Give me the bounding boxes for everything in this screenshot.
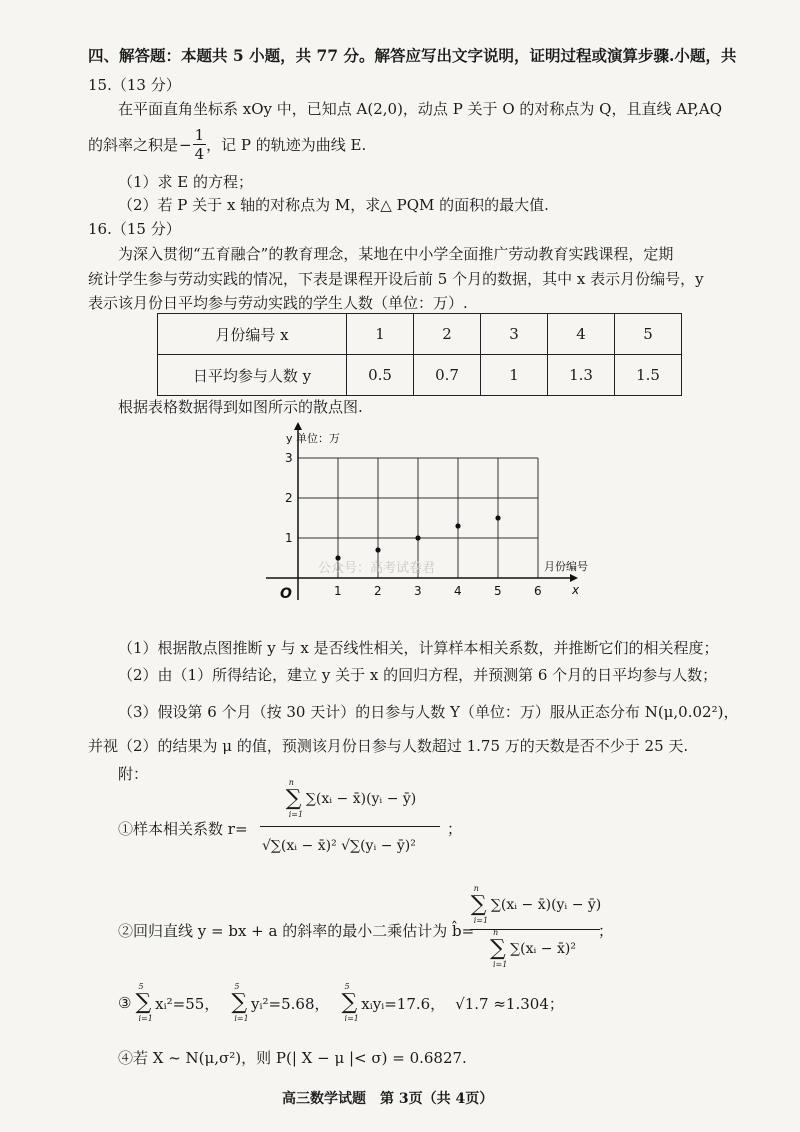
q16-part2: （2）由（1）所得结论，建立 y 关于 x 的回归方程，并预测第 6 个月的日平均参与人数； <box>118 666 718 684</box>
formula3-d: √1.7 ≈1.304； <box>455 994 564 1013</box>
q15-number: 15.（13 分） <box>88 76 181 94</box>
table-row-x <box>158 314 682 355</box>
formula1-label: ①样本相关系数 r= <box>118 820 248 838</box>
watermark: 公众号：高考试卷君 <box>318 561 436 576</box>
sum-symbol: ∑ n i=1 <box>285 778 304 819</box>
formula2-end: ； <box>598 922 614 940</box>
q15-line2-pre: 的斜率之积是 <box>88 136 179 154</box>
x-tick-label: 5 <box>494 584 502 598</box>
formula2-label: ②回归直线 y = bx + a 的斜率的最小二乘估计为 b̂= <box>118 922 475 940</box>
x-tick-label: 2 <box>374 584 382 598</box>
section-heading: 四、解答题：本题共 5 小题，共 77 分。解答应写出文字说明，证明过程或演算步骤.小题，共 <box>88 46 737 65</box>
q16-intro2: 统计学生参与劳动实践的情况，下表是课程开设后前 5 个月的数据，其中 x 表示月份编号，y <box>88 270 704 288</box>
table-cell: 1 <box>347 314 414 355</box>
x-tick-label: 4 <box>454 584 462 598</box>
q15-part1: （1）求 E 的方程； <box>118 173 254 191</box>
q16-intro1: 为深入贯彻“五育融合”的教育理念，某地在中小学全面推广劳动教育实践课程，定期 <box>118 245 674 263</box>
q15-part2: （2）若 P 关于 x 轴的对称点为 M，求△ PQM 的面积的最大值. <box>118 196 549 214</box>
y-axis-label: y 单位：万 <box>286 432 341 445</box>
q15-frac-den: 4 <box>194 145 205 163</box>
table-cell: 2 <box>414 314 481 355</box>
q16-part3-line1: （3）假设第 6 个月（按 30 天计）的日参与人数 Y（单位：万）服从正态分布 N(μ,0.02²)， <box>118 703 739 721</box>
table-row-y <box>158 355 682 396</box>
scatter-caption: 根据表格数据得到如图所示的散点图. <box>118 398 363 416</box>
y-axis-arrow <box>294 422 302 430</box>
y-tick-label: 1 <box>285 531 293 545</box>
sum-symbol: ∑ n i=1 <box>490 928 508 969</box>
formula1-den-a: √∑(xᵢ − x̄)² <box>262 838 337 854</box>
formula2-fraction-bar <box>470 929 600 930</box>
formula1-denominator <box>262 838 416 854</box>
table-cell: 1.5 <box>615 355 682 396</box>
x-axis-title: 月份编号 <box>544 560 588 573</box>
formula4: ④若 X ~ N(μ,σ²)，则 P(| X − μ |< σ) = 0.6827. <box>118 1049 467 1067</box>
appendix-title: 附： <box>118 765 149 783</box>
q15-line2 <box>88 126 366 163</box>
formula2-numerator <box>470 884 602 925</box>
q15-fraction <box>193 126 207 163</box>
formula3 <box>118 982 564 1023</box>
formula1-num-text: ∑(xᵢ − x̄)(yᵢ − ȳ) <box>305 791 417 807</box>
formula1-fraction-bar <box>260 826 440 827</box>
formula1-den-b: √∑(yᵢ − ȳ)² <box>341 838 416 854</box>
formula2-num-text: ∑(xᵢ − x̄)(yᵢ − ȳ) <box>490 897 602 913</box>
x-axis-symbol: x <box>572 583 580 597</box>
scatter-plot <box>258 420 598 605</box>
table-header-y: 日平均参与人数 y <box>158 355 347 396</box>
q16-number: 16.（15 分） <box>88 220 181 238</box>
page-footer: 高三数学试题 第 3页（共 4页） <box>282 1091 494 1107</box>
table-cell: 1.3 <box>548 355 615 396</box>
q15-line1: 在平面直角坐标系 xOy 中，已知点 A(2,0)，动点 P 关于 O 的对称点为 Q，且直线 AP,AQ <box>118 100 723 118</box>
scatter-point <box>495 515 500 520</box>
q15-sign: − <box>179 135 192 154</box>
q15-frac-num: 1 <box>194 126 205 144</box>
q16-intro3: 表示该月份日平均参与劳动实践的学生人数（单位：万）. <box>88 294 468 312</box>
formula2-den-text: ∑(xᵢ − x̄)² <box>510 941 576 957</box>
q15-line2-post: ，记 P 的轨迹为曲线 E. <box>206 136 367 154</box>
data-table <box>157 313 682 396</box>
scatter-point <box>375 547 380 552</box>
x-tick-label: 1 <box>334 584 342 598</box>
y-tick-label: 2 <box>285 491 293 505</box>
formula1-numerator <box>262 778 440 819</box>
sum-symbol: ∑ 5 i=1 <box>231 982 249 1023</box>
q16-part1: （1）根据散点图推断 y 与 x 是否线性相关，计算样本相关系数，并推断它们的相关程度； <box>118 639 719 657</box>
x-axis-arrow <box>570 574 578 582</box>
table-cell: 5 <box>615 314 682 355</box>
table-cell: 0.7 <box>414 355 481 396</box>
formula3-b: yᵢ²=5.68， <box>251 994 330 1013</box>
sum-symbol: ∑ 5 i=1 <box>341 982 359 1023</box>
q16-part3-line2: 并视（2）的结果为 μ 的值，预测该月份日参与人数超过 1.75 万的天数是否不少于 25 天. <box>88 737 689 755</box>
y-tick-label: 3 <box>285 451 293 465</box>
formula1-end: ； <box>447 820 463 838</box>
x-tick-label: 6 <box>534 584 542 598</box>
sum-symbol: ∑ n i=1 <box>470 884 489 925</box>
formula2-denominator <box>490 928 576 969</box>
formula3-c: xᵢyᵢ=17.6， <box>361 994 446 1013</box>
scatter-point <box>415 535 420 540</box>
sum-symbol: ∑ 5 i=1 <box>135 982 153 1023</box>
scatter-point <box>455 523 460 528</box>
table-header-x: 月份编号 x <box>158 314 347 355</box>
table-cell: 4 <box>548 314 615 355</box>
table-cell: 0.5 <box>347 355 414 396</box>
table-cell: 1 <box>481 355 548 396</box>
table-cell: 3 <box>481 314 548 355</box>
x-tick-label: 3 <box>414 584 422 598</box>
formula3-a: xᵢ²=55， <box>155 994 220 1013</box>
formula3-marker: ③ <box>118 994 132 1012</box>
origin-label: O <box>280 586 292 602</box>
